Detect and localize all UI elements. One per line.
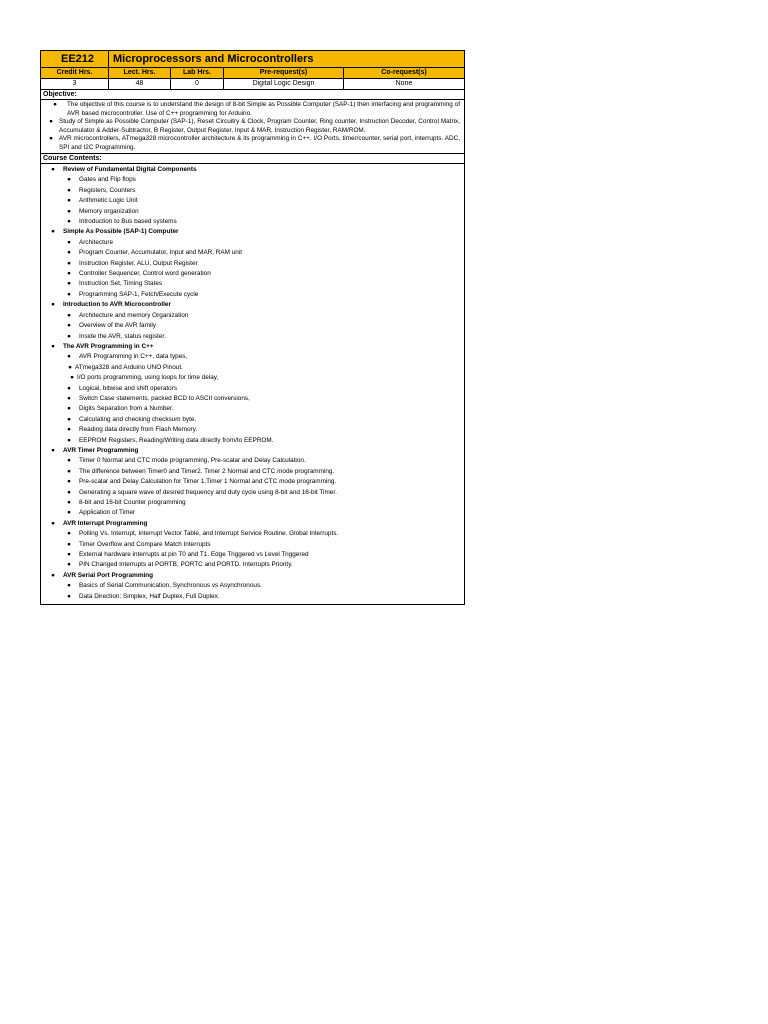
bullet-icon: ● xyxy=(67,499,71,506)
bullet-icon: ● xyxy=(67,415,71,423)
bullet-icon: ● xyxy=(51,519,55,527)
header-lab-hrs: Lab Hrs. xyxy=(171,68,224,78)
topic-subitem xyxy=(43,560,462,570)
bullet-icon: ● xyxy=(67,332,71,340)
topic-text: Program Counter, Accumulator, Input and MAR, RAM unit xyxy=(79,249,243,257)
topic-text: Architecture xyxy=(79,238,114,246)
topic-text: Pre-scalar and Delay Calculation for Timer 1.Timer 1 Normal and CTC mode programming. xyxy=(79,478,337,486)
bullet-icon: ● xyxy=(67,186,71,194)
bullet-icon: ● xyxy=(67,270,71,278)
info-value-row xyxy=(41,79,464,90)
topic-subitem xyxy=(43,384,462,394)
topic-heading xyxy=(43,227,462,237)
topic-heading xyxy=(43,342,462,352)
topic-text: Data Direction: Simplex, Half Duplex, Full Duplex. xyxy=(79,592,220,600)
topic-subitem xyxy=(43,467,462,477)
topic-heading xyxy=(43,519,462,529)
topic-subitem xyxy=(43,404,462,414)
topic-text: EEPROM Registers, Reading/Writing data directly from/to EEPROM. xyxy=(79,436,274,444)
topic-text: AVR Timer Programming xyxy=(63,446,139,454)
topic-text: Gates and Flip flops xyxy=(79,176,136,184)
topic-text: External hardware interrupts at pin T0 and T1. Edge Triggered vs Level Triggered xyxy=(79,551,309,559)
bullet-icon: ● xyxy=(67,197,71,205)
bullet-icon: ● xyxy=(67,457,71,465)
topic-subitem xyxy=(43,259,462,269)
objective-text: AVR microcontrollers, ATmega328 microcontroller architecture & its programming in C++. I/O Ports, timer/counter, serial port, interrupts. ADC, SPI and I2C Programming. xyxy=(59,135,460,151)
topic-subitem xyxy=(43,321,462,331)
value-lect-hrs: 48 xyxy=(109,79,171,89)
value-corequisites: None xyxy=(395,80,413,87)
topic-text: The AVR Programming in C++ xyxy=(63,342,154,350)
header-corequisites: Co-request(s) xyxy=(381,69,427,76)
topic-text: Introduction to Bus based systems xyxy=(79,218,177,226)
topic-text: Reading data directly from Flash Memory. xyxy=(79,426,198,434)
topic-text: Registers, Counters xyxy=(79,186,136,194)
topic-heading xyxy=(43,571,462,581)
objective-section xyxy=(41,100,464,154)
topic-subitem xyxy=(43,238,462,248)
bullet-icon: ● xyxy=(68,363,72,371)
value-credit-hrs: 3 xyxy=(41,79,109,89)
topic-text: Generating a square wave of desired frequency and duty cycle using 8-bit and 16-bit Timer. xyxy=(79,488,337,496)
topic-subitem xyxy=(43,415,462,425)
bullet-icon: ● xyxy=(51,228,55,236)
topic-subitem xyxy=(43,175,462,185)
topic-subitem xyxy=(43,207,462,217)
topic-subitem xyxy=(43,363,462,373)
bullet-icon: ● xyxy=(51,301,55,309)
course-contents-list xyxy=(41,164,464,604)
course-title: Microprocessors and Microcontrollers xyxy=(113,53,314,65)
topic-subitem xyxy=(43,311,462,321)
topic-text: Application of Timer xyxy=(79,509,136,517)
bullet-icon: ● xyxy=(67,530,71,538)
bullet-icon: ● xyxy=(70,374,74,382)
bullet-icon: ● xyxy=(67,384,71,392)
topic-text: Polling Vs. Interrupt, Interrupt Vector Table, and Interrupt Service Routine. Global Interrupts. xyxy=(79,530,339,538)
bullet-icon: ● xyxy=(67,582,71,590)
topic-subitem xyxy=(43,290,462,300)
bullet-icon: ● xyxy=(67,478,71,486)
bullet-icon: ● xyxy=(67,218,71,226)
topic-text: AVR Interrupt Programming xyxy=(63,519,148,527)
topic-text: Review of Fundamental Digital Components xyxy=(63,166,197,173)
topic-subitem xyxy=(43,508,462,518)
topic-heading xyxy=(43,300,462,310)
topic-subitem xyxy=(43,332,462,342)
bullet-icon: ● xyxy=(53,101,57,108)
topic-text: Timer 0 Normal and CTC mode programming, Pre-scalar and Delay Calculation. xyxy=(79,457,306,465)
header-prerequisites: Pre-request(s) xyxy=(224,68,344,78)
topic-text: Timer Overflow and Compare Match Interrupts xyxy=(79,540,211,548)
topic-text: Instruction Register, ALU, Output Register xyxy=(79,259,198,267)
bullet-icon: ● xyxy=(67,322,71,330)
bullet-icon: ● xyxy=(51,342,55,350)
bullet-icon: ● xyxy=(67,426,71,434)
topic-text: Inside the AVR, status register. xyxy=(79,332,166,340)
bullet-icon: ● xyxy=(51,571,55,579)
bullet-icon: ● xyxy=(67,353,71,361)
objective-bullet xyxy=(43,118,460,135)
value-lab-hrs: 0 xyxy=(171,79,224,89)
bullet-icon: ● xyxy=(67,290,71,298)
topic-text: Instruction Set, Timing States xyxy=(79,280,163,288)
objective-bullet xyxy=(43,101,460,118)
topic-subitem xyxy=(43,550,462,560)
bullet-icon: ● xyxy=(67,467,71,475)
topic-text: ATmega328 and Arduino UNO Pinout. xyxy=(75,363,183,371)
bullet-icon: ● xyxy=(51,166,55,173)
bullet-icon: ● xyxy=(51,446,55,454)
topic-text: AVR Serial Port Programming xyxy=(63,571,154,579)
topic-subitem xyxy=(43,373,462,383)
bullet-icon: ● xyxy=(67,249,71,257)
topic-text: Calculating and checking checksum byte. xyxy=(79,415,197,423)
header-credit-hrs: Credit Hrs. xyxy=(41,68,109,78)
topic-subitem xyxy=(43,498,462,508)
topic-subitem xyxy=(43,592,462,602)
info-header-row xyxy=(41,68,464,79)
topic-subitem xyxy=(43,436,462,446)
topic-subitem xyxy=(43,196,462,206)
topic-subitem xyxy=(43,279,462,289)
topic-text: Memory organization xyxy=(79,207,139,215)
topic-subitem xyxy=(43,456,462,466)
value-prerequisites: Digital Logic Design xyxy=(224,79,344,89)
topic-text: The difference between Timer0 and Timer2. Timer 2 Normal and CTC mode programming. xyxy=(79,467,335,475)
bullet-icon: ● xyxy=(67,238,71,246)
objective-text: Study of Simple as Possible Computer (SAP-1), Reset Circuitry & Clock, Program Counter, Ring counter, Instruction Decoder, Control Matrix, Accumulator & Adder-Subtractor, B Register, Output Register, Input & MAR, Instruction Register, RAM/ROM. xyxy=(59,118,460,134)
bullet-icon: ● xyxy=(67,540,71,548)
topic-subitem xyxy=(43,477,462,487)
topic-subitem xyxy=(43,186,462,196)
bullet-icon: ● xyxy=(67,259,71,267)
objective-label: Objective: xyxy=(41,90,464,100)
course-outline-sheet xyxy=(40,50,465,605)
topic-subitem xyxy=(43,529,462,539)
bullet-icon: ● xyxy=(67,394,71,402)
topic-text: Introduction to AVR Microcontroller xyxy=(63,301,171,309)
topic-text: Controller Sequencer, Control word generation xyxy=(79,270,211,278)
course-contents-label: Course Contents: xyxy=(41,154,464,164)
header-lect-hrs: Lect. Hrs. xyxy=(109,68,171,78)
topic-text: Digits Separation from a Number. xyxy=(79,405,174,413)
topic-text: Architecture and memory Organization xyxy=(79,311,189,319)
topic-text: I/O ports programming, using loops for time delay, xyxy=(77,374,219,382)
topic-text: Programming SAP-1, Fetch/Execute cycle xyxy=(79,290,199,298)
bullet-icon: ● xyxy=(49,118,53,125)
objective-bullet xyxy=(43,135,460,152)
bullet-icon: ● xyxy=(67,176,71,184)
bullet-icon: ● xyxy=(67,551,71,559)
objective-text: The objective of this course is to understand the design of 8-bit Simple as Possible Computer (SAP-1) then interfacing and programming of AVR based microcontroller. Use of C++ programming for Arduino. xyxy=(67,101,460,117)
bullet-icon: ● xyxy=(67,488,71,496)
course-code: EE212 xyxy=(41,51,109,67)
bullet-icon: ● xyxy=(67,561,71,569)
topic-subitem xyxy=(43,248,462,258)
bullet-icon: ● xyxy=(67,592,71,600)
topic-subitem xyxy=(43,217,462,227)
topic-subitem xyxy=(43,540,462,550)
topic-text: Logical, bitwise and shift operators xyxy=(79,384,178,392)
topic-text: Simple As Possible (SAP-1) Computer xyxy=(63,228,179,236)
topic-text: AVR Programming in C++, data types, xyxy=(79,353,188,361)
topic-text: Basics of Serial Communication, Synchronous vs Asynchronous. xyxy=(79,582,262,590)
bullet-icon: ● xyxy=(67,311,71,319)
topic-subitem xyxy=(43,352,462,362)
bullet-icon: ● xyxy=(67,509,71,517)
course-title-row xyxy=(41,51,464,68)
topic-text: 8-bit and 16-bit Counter programming xyxy=(79,499,186,506)
bullet-icon: ● xyxy=(67,280,71,288)
topic-text: Arithmetic Logic Unit xyxy=(79,197,138,205)
bullet-icon: ● xyxy=(49,135,53,142)
topic-subitem xyxy=(43,425,462,435)
bullet-icon: ● xyxy=(67,405,71,413)
topic-heading xyxy=(43,446,462,456)
bullet-icon: ● xyxy=(67,207,71,215)
topic-text: Switch Case statements, packed BCD to ASCII conversions, xyxy=(79,394,250,402)
topic-text: PIN Changed Interrupts at PORTB, PORTC and PORTD. Interrupts Priority. xyxy=(79,561,293,569)
topic-text: Overview of the AVR family xyxy=(79,322,156,330)
topic-subitem xyxy=(43,394,462,404)
topic-subitem xyxy=(43,269,462,279)
topic-heading xyxy=(43,165,462,175)
topic-subitem xyxy=(43,488,462,498)
bullet-icon: ● xyxy=(67,436,71,444)
topic-subitem xyxy=(43,581,462,591)
